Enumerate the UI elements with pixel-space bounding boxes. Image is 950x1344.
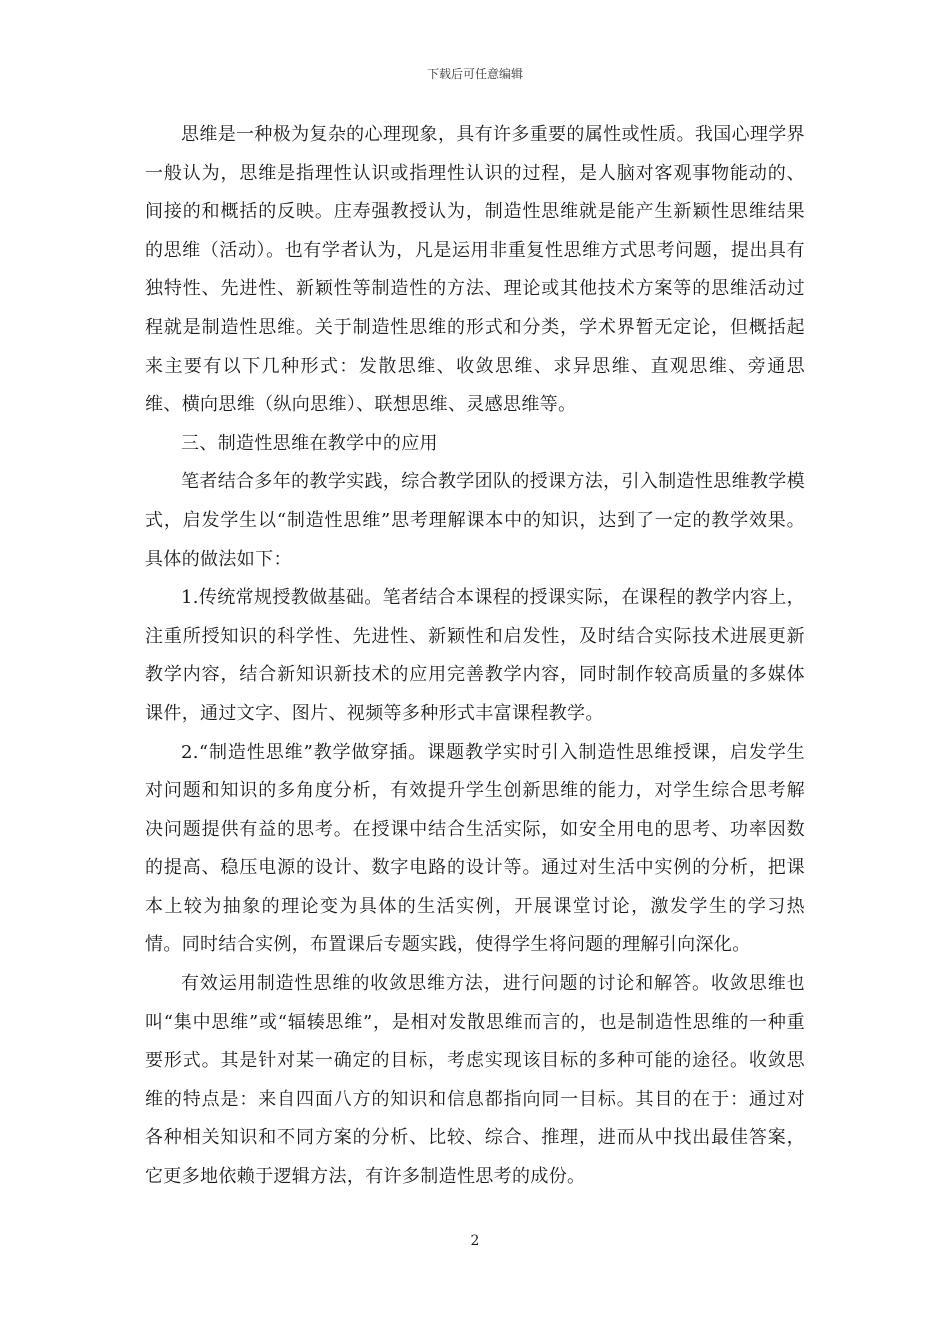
page-header: 下载后可任意编辑 [426, 67, 523, 81]
paragraph-item-2: 2.“制造性思维”教学做穿插。课题教学实时引入制造性思维授课，启发学生对问题和知识的多角度分析，有效提升学生创新思维的能力，对学生综合思考解决问题提供有益的思考。在授课中结合生活实际，如安全用电的思考、功率因数的提高、稳压电源的设计、数字电路的设计等。通过对生活中实例的分析，把课本上较为抽象的理论变为具体的生活实例，开展课堂讨论，激发学生的学习热情。同时结合实例，布置课后专题实践，使得学生将问题的理解引向深化。 [145, 741, 805, 956]
document-body [145, 116, 805, 1197]
paragraph-item-1: 1.传统常规授教做基础。笔者结合本课程的授课实际，在课程的教学内容上，注重所授知识的科学性、先进性、新颖性和启发性，及时结合实际技术进展更新教学内容，结合新知识新技术的应用完善教学内容，同时制作较高质量的多媒体课件，通过文字、图片、视频等多种形式丰富课程教学。 [145, 587, 805, 724]
paragraph-thinking-definition: 思维是一种极为复杂的心理现象，具有许多重要的属性或性质。我国心理学界一般认为，思维是指理性认识或指理性认识的过程，是人脑对客观事物能动的、间接的和概括的反映。庄寿强教授认为，制造性思维就是能产生新颖性思维结果的思维（活动）。也有学者认为，凡是运用非重复性思维方式思考问题，提出具有独特性、先进性、新颖性等制造性的方法、理论或其他技术方案等的思维活动过程就是制造性思维。关于制造性思维的形式和分类，学术界暂无定论，但概括起来主要有以下几种形式：发散思维、收敛思维、求异思维、直观思维、旁通思维、横向思维（纵向思维）、联想思维、灵感思维等。 [145, 124, 805, 416]
section-heading-application: 三、制造性思维在教学中的应用 [181, 432, 438, 454]
page-number: 2 [470, 1233, 480, 1249]
paragraph-teaching-practice: 笔者结合多年的教学实践，综合教学团队的授课方法，引入制造性思维教学模式，启发学生以“制造性思维”思考理解课本中的知识，达到了一定的教学效果。具体的做法如下： [145, 471, 805, 570]
paragraph-convergent-thinking: 有效运用制造性思维的收敛思维方法，进行问题的讨论和解答。收敛思维也叫“集中思维”或“辐辏思维”，是相对发散思维而言的，也是制造性思维的一种重要形式。其是针对某一确定的目标，考虑实现该目标的多种可能的途径。收敛思维的特点是：来自四面八方的知识和信息都指向同一目标。其目的在于：通过对各种相关知识和不同方案的分析、比较、综合、推理，进而从中找出最佳答案，它更多地依赖于逻辑方法，有许多制造性思考的成份。 [145, 973, 805, 1188]
